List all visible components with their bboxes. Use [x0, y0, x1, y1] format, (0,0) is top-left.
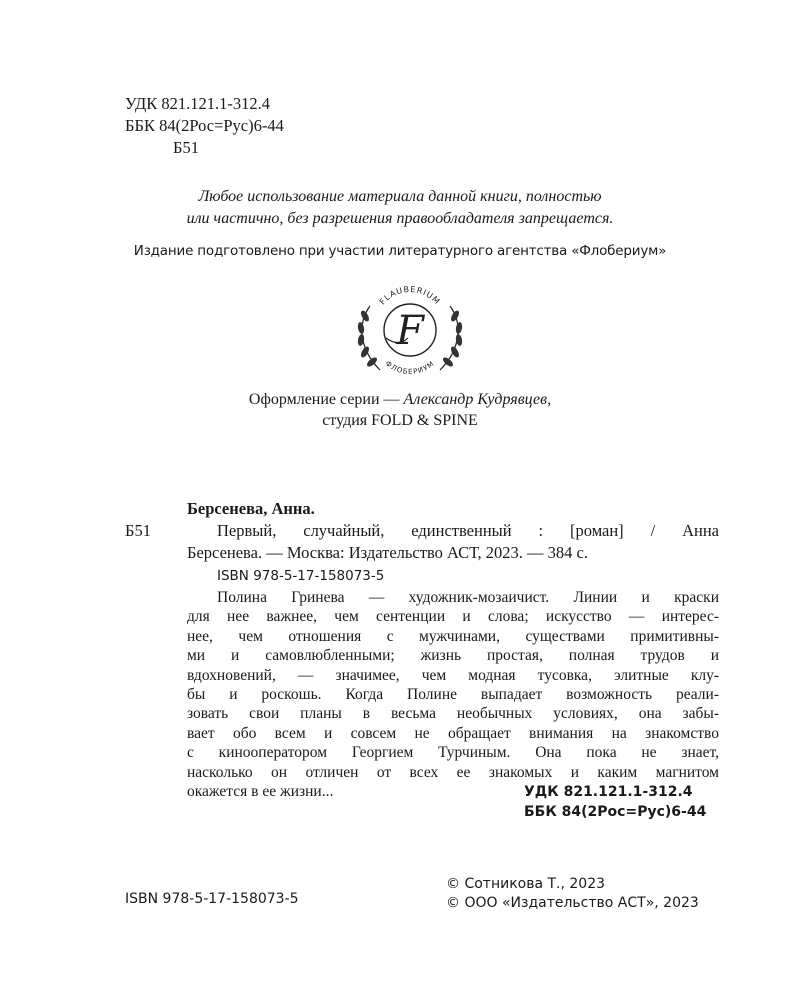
- author-mark: Б51: [173, 138, 199, 157]
- bib-author: Берсенева, Анна.: [187, 499, 315, 518]
- series-studio: студия FOLD & SPINE: [322, 412, 478, 429]
- annotation-line: вдохновений, — значимее, чем модная тусовка, элитные клу-: [187, 666, 719, 684]
- annotation-line: Полина Гринева — художник-мозаичист. Линии и краски: [217, 589, 719, 606]
- annotation-line: зовать свои планы в весьма необычных условиях, она забы-: [187, 705, 719, 723]
- flaberium-logo-icon: [350, 278, 470, 380]
- legal-notice-line-2: или частично, без разрешения правообладателя запрещается.: [186, 210, 614, 227]
- legal-notice: [0, 186, 800, 230]
- bib-record: [187, 520, 719, 564]
- series-designer: Александр Кудрявцев,: [403, 391, 552, 408]
- logo-monogram: F: [396, 308, 424, 354]
- bbk-code-repeat: ББК 84(2Рос=Рус)6-44: [524, 804, 707, 820]
- legal-notice-line-1: Любое использование материала данной книги, полностью: [198, 188, 602, 205]
- copyright-publisher: © ООО «Издательство АСТ», 2023: [446, 895, 699, 911]
- annotation-line: ми и самовлюбленными; жизнь простая, полная трудов и: [187, 647, 719, 665]
- svg-text:FLAUBERIUM: [378, 285, 442, 307]
- svg-text:ФЛОБЕРИУМ: [384, 359, 436, 376]
- footer-isbn: ISBN 978-5-17-158073-5: [125, 891, 299, 907]
- udk-code-repeat: УДК 821.121.1-312.4: [524, 784, 693, 800]
- classification-repeat: [524, 782, 706, 822]
- agency-note: Издание подготовлено при участии литературного агентства «Флобериум»: [133, 243, 667, 259]
- annotation-line: с кинооператором Георгием Турчиным. Она пока не знает,: [187, 744, 719, 762]
- flaberium-logo: [350, 278, 470, 380]
- annotation-line: вает обо всем и совсем не обращает внимания на знакомство: [187, 724, 719, 742]
- classification-block: [125, 93, 284, 159]
- annotation-line: насколько он отличен от всех ее знакомых и каким магнитом: [187, 763, 719, 781]
- annotation: [187, 588, 719, 801]
- bib-author-code: Б51: [125, 521, 151, 540]
- series-prefix: Оформление серии —: [248, 391, 404, 408]
- annotation-line: для нее важнее, чем сентенции и слова; искусство — интерес-: [187, 608, 719, 626]
- bbk-code: ББК 84(2Рос=Рус)6-44: [125, 116, 284, 135]
- logo-bottom-text: ФЛОБЕРИУМ: [383, 359, 437, 377]
- bib-isbn: ISBN 978-5-17-158073-5: [217, 568, 385, 584]
- udk-code: УДК 821.121.1-312.4: [125, 94, 271, 113]
- series-design: [0, 389, 800, 431]
- logo-top-text: FLAUBERIUM: [377, 284, 443, 307]
- bib-title-line-2: Берсенева. — Москва: Издательство АСТ, 2023. — 384 с.: [187, 543, 588, 562]
- copyright-block: [446, 875, 699, 913]
- annotation-line: окажется в ее жизни...: [187, 783, 334, 801]
- copyright-author: © Сотникова Т., 2023: [446, 876, 606, 892]
- annotation-line: бы и роскошь. Когда Полине выпадает возможность реали-: [187, 686, 719, 704]
- bib-title-line-1: Первый, случайный, единственный : [роман] / Анна: [217, 521, 719, 540]
- annotation-line: нее, чем отношения с мужчинами, существами примитивны-: [187, 627, 719, 645]
